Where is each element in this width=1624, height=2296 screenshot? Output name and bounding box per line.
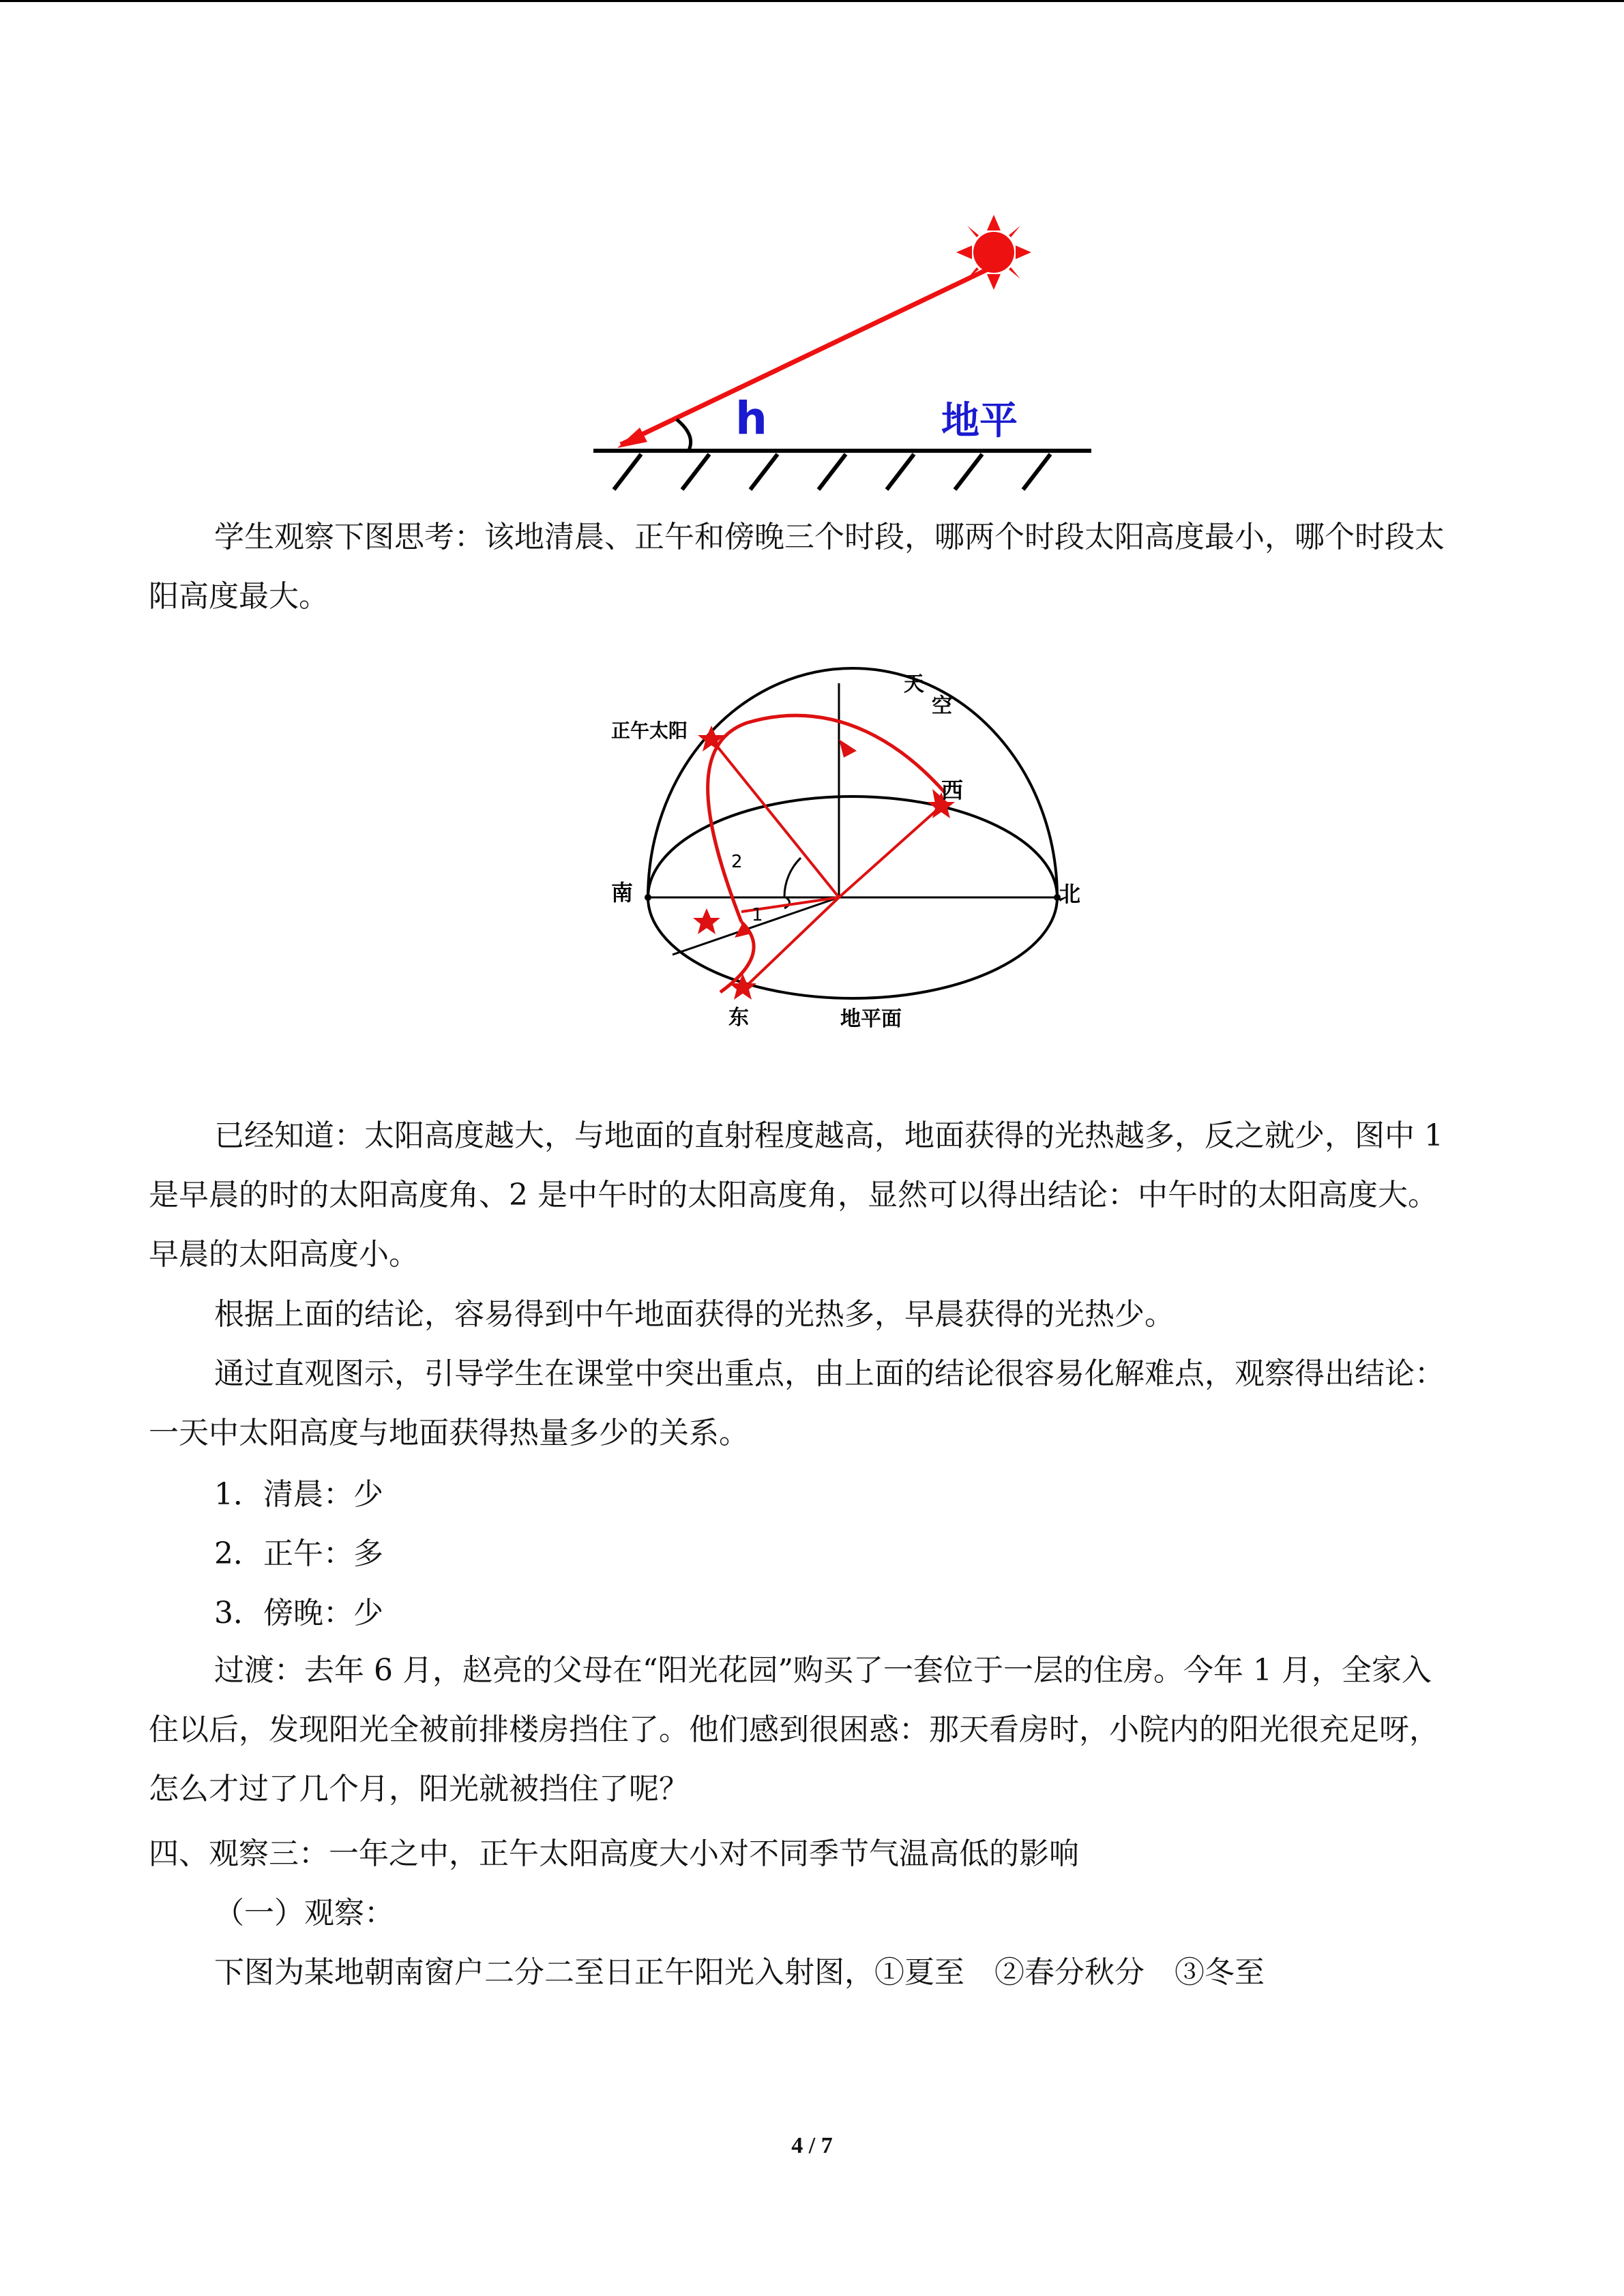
angle-label-h: h: [735, 392, 767, 445]
page-number: 4 / 7: [791, 2133, 833, 2158]
list-item-1: 1．清晨：少: [214, 1477, 383, 1512]
sun-ray: [621, 269, 989, 445]
altitude-angle-arc: [677, 419, 691, 450]
south-label: 南: [611, 880, 634, 906]
angle-1-label: 1: [752, 905, 763, 925]
east-label: 东: [728, 1006, 749, 1030]
angle-2-arc: [784, 858, 801, 897]
list-item-3: 3．傍晚：少: [214, 1596, 383, 1630]
ray-arrowhead: [617, 428, 647, 448]
north-label: 北: [1059, 881, 1081, 907]
transition-paragraph: 过渡：去年 6 月，赵亮的父母在“阳光花园”购买了一套位于一层的住房。今年 1 月，全家入住以后，发现阳光全被前排楼房挡住了。他们感到很困惑：那天看房时，小院内的阳光很充足呀，怎么才过了几个月，阳光就被挡住了呢？: [149, 1653, 1439, 1806]
list-item-2: 2．正午：多: [214, 1536, 383, 1571]
noon-sun-label: 正午太阳: [611, 719, 688, 742]
paragraph-3: 通过直观图示，引导学生在课堂中突出重点，由上面的结论很容易化解难点，观察得出结论：一天中太阳高度与地面获得热量多少的关系。: [149, 1356, 1445, 1450]
solar-altitude-diagram: [587, 205, 1105, 505]
intro-paragraph: 学生观察下图思考：该地清晨、正午和傍晚三个时段，哪两个时段太阳高度最小，哪个时段太阳高度最大。: [149, 520, 1445, 614]
south-point: [645, 894, 651, 901]
top-border: [0, 0, 1624, 2]
ground-hatching: [614, 454, 1050, 490]
sky-label-1: 天: [904, 672, 924, 696]
sun-path: [708, 715, 945, 992]
sun-rays: [711, 739, 941, 989]
horizon-plane-label: 地平面: [840, 1007, 902, 1031]
sky-label-2: 空: [932, 694, 952, 718]
angle-2-label: 2: [731, 852, 743, 872]
sub-heading: （一）观察：: [214, 1896, 394, 1930]
sun-path-diagram: [600, 668, 1105, 1050]
paragraph-2: 根据上面的结论，容易得到中午地面获得的光热多，早晨获得的光热少。: [214, 1297, 1175, 1332]
horizon-label: 地平: [941, 399, 1018, 443]
last-line: 下图为某地朝南窗户二分二至日正午阳光入射图，①夏至 ②春分秋分 ③冬至: [214, 1955, 1265, 1990]
west-label: 西: [941, 777, 964, 803]
section-heading: 四、观察三：一年之中，正午太阳高度大小对不同季节气温高低的影响: [149, 1836, 1079, 1871]
paragraph-1: 已经知道：太阳高度越大，与地面的直射程度越高，地面获得的光热越多，反之就少，图中 1 是早晨的时的太阳高度角、2 是中午时的太阳高度角，显然可以得出结论：中午时的太阳高度大。早晨的太阳高度小。: [149, 1118, 1443, 1272]
